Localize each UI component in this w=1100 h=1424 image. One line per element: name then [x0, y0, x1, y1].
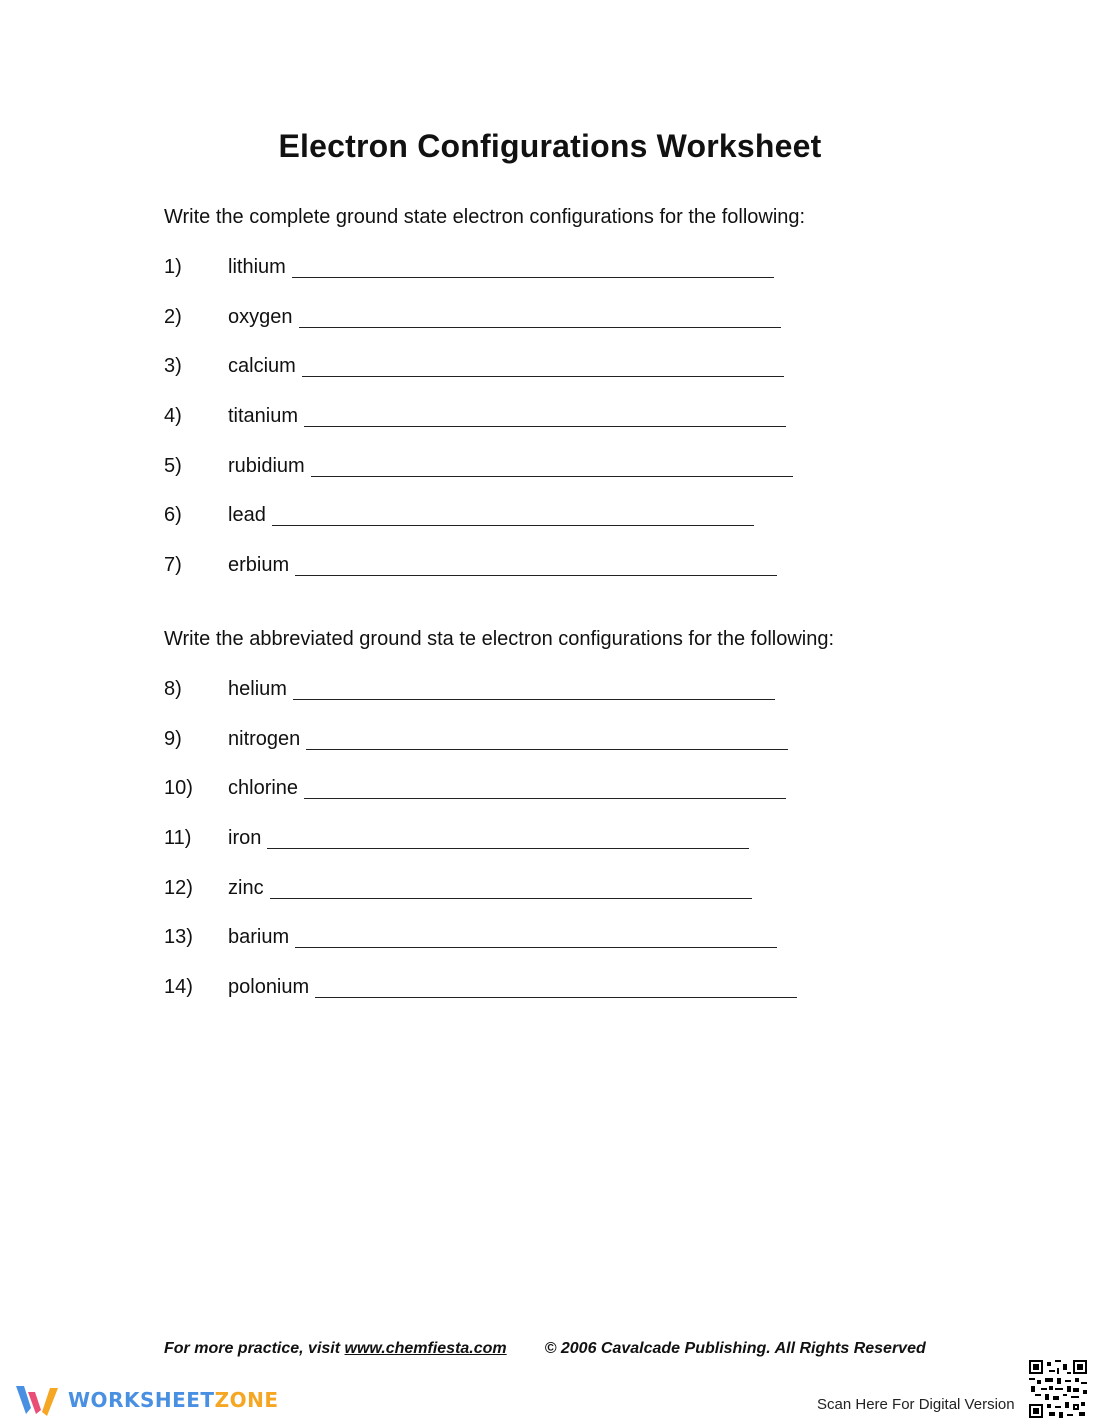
question-number: 5) — [164, 454, 182, 477]
question-number: 11) — [164, 827, 192, 850]
question-row — [164, 455, 793, 505]
element-name: helium — [228, 678, 287, 700]
answer-blank[interactable] — [304, 777, 786, 799]
question-number: 1) — [164, 256, 182, 278]
question-row — [164, 926, 797, 976]
answer-blank[interactable] — [267, 827, 749, 849]
element-name: rubidium — [228, 454, 305, 477]
question-number: 2) — [164, 305, 182, 328]
worksheet-title: Electron Configurations Worksheet — [278, 128, 822, 164]
element-name: polonium — [228, 976, 310, 999]
question-row — [164, 678, 797, 728]
answer-blank[interactable] — [295, 926, 777, 948]
brand-wordmark — [68, 1388, 278, 1412]
element-name: calcium — [228, 355, 296, 378]
question-number: 13) — [164, 926, 193, 949]
element-name: barium — [228, 926, 290, 949]
element-name: titanium — [228, 405, 299, 428]
question-number: 3) — [164, 355, 182, 378]
qr-code-icon[interactable] — [1029, 1360, 1087, 1418]
answer-blank[interactable] — [299, 306, 781, 328]
question-row — [164, 877, 797, 927]
question-number: 9) — [164, 727, 182, 750]
worksheetzone-logo-icon — [14, 1382, 60, 1418]
question-number: 8) — [164, 678, 182, 700]
element-name: iron — [228, 827, 262, 850]
question-row — [164, 976, 797, 1026]
chemfiesta-link[interactable]: www.chemfiesta.com — [344, 1340, 507, 1357]
question-number: 6) — [164, 504, 182, 527]
question-number: 12) — [164, 876, 193, 899]
answer-blank[interactable] — [295, 554, 777, 576]
question-number: 10) — [164, 777, 193, 800]
section-1-instruction: Write the complete ground state electron configurations for the following: — [164, 206, 806, 228]
answer-blank[interactable] — [311, 455, 793, 477]
answer-blank[interactable] — [304, 405, 786, 427]
brand-part-1: WORKSHEET — [68, 1388, 215, 1412]
element-name: nitrogen — [228, 727, 301, 750]
question-row — [164, 827, 797, 877]
question-row — [164, 728, 797, 778]
element-name: lithium — [228, 256, 286, 278]
section-2-question-list — [164, 678, 797, 1026]
answer-blank[interactable] — [302, 355, 784, 377]
question-row — [164, 554, 793, 604]
question-number: 7) — [164, 554, 182, 577]
section-1-question-list — [164, 256, 793, 604]
footer-credits — [164, 1340, 926, 1358]
element-name: zinc — [228, 876, 264, 899]
element-name: lead — [228, 504, 266, 527]
answer-blank[interactable] — [306, 728, 788, 750]
worksheetzone-brand — [14, 1382, 278, 1418]
answer-blank[interactable] — [270, 877, 752, 899]
practice-prefix: For more practice, visit — [164, 1340, 345, 1357]
scan-digital-version-text: Scan Here For Digital Version — [817, 1396, 1015, 1413]
section-2-instruction: Write the abbreviated ground sta te electron configurations for the following: — [164, 628, 835, 650]
answer-blank[interactable] — [292, 256, 774, 278]
answer-blank[interactable] — [315, 976, 797, 998]
brand-part-2: ZONE — [214, 1388, 279, 1412]
answer-blank[interactable] — [272, 504, 754, 526]
element-name: erbium — [228, 554, 290, 577]
question-number: 4) — [164, 405, 182, 428]
question-row — [164, 777, 797, 827]
question-row — [164, 405, 793, 455]
answer-blank[interactable] — [293, 678, 775, 700]
question-row — [164, 504, 793, 554]
element-name: chlorine — [228, 777, 299, 800]
question-row — [164, 306, 793, 356]
question-row — [164, 355, 793, 405]
question-number: 14) — [164, 976, 193, 999]
copyright-text: © 2006 Cavalcade Publishing. All Rights Reserved — [544, 1340, 926, 1357]
question-row — [164, 256, 793, 306]
element-name: oxygen — [228, 305, 293, 328]
